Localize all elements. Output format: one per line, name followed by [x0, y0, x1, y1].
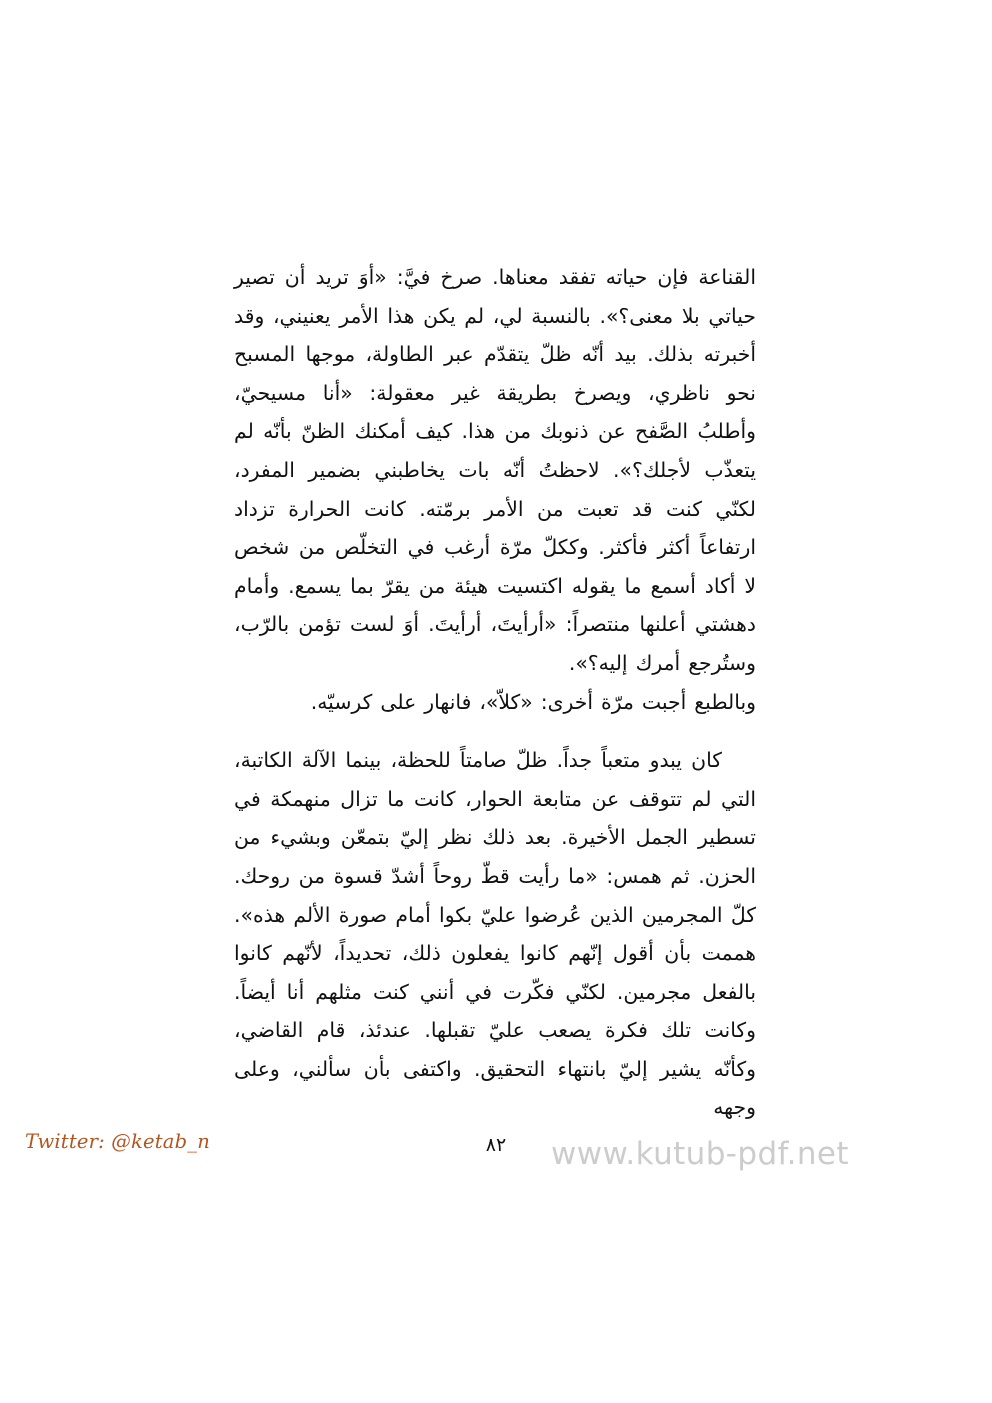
- page-footer: [0, 1122, 992, 1192]
- site-watermark: www.kutub-pdf.net: [551, 1136, 849, 1172]
- paragraph-text: كان يبدو متعباً جداً. ظلّ صامتاً للحظة، بينما الآلة الكاتبة، التي لم تتوقف عن متابعة الحوار، كانت ما تزال منهمكة في تسطير الجمل الأخيرة. بعد ذلك نظر إليّ بتمعّن وبشيء من الحزن. ثم همس: «ما رأيت قطّ روحاً أشدّ قسوة من روحك. كلّ المجرمين الذين عُرضوا عليّ بكوا أمام صورة الألم هذه». هممت بأن أقول إنّهم كانوا يفعلون ذلك، تحديداً، لأنّهم كانوا بالفعل مجرمين. لكنّي فكّرت في أنني كنت مثلهم أنا أيضاً. وكانت تلك فكرة يصعب عليّ تقبلها. عندئذ، قام القاضي، وكأنّه يشير إليّ بانتهاء التحقيق. واكتفى بأن سألني، وعلى وجهه: [234, 748, 756, 1120]
- body-paragraph: [234, 258, 756, 721]
- body-paragraph: [234, 741, 756, 1127]
- paragraph-text: القناعة فإن حياته تفقد معناها. صرخ فيَّ: «أوَ تريد أن تصير حياتي بلا معنى؟». بالنسبة لي، لم يكن هذا الأمر يعنيني، وقد أخبرته بذلك. بيد أنّه ظلّ يتقدّم عبر الطاولة، موجها المسبح نحو ناظري، ويصرخ بطريقة غير معقولة: «أنا مسيحيّ، وأطلبُ الصَّفح عن ذنوبك من هذا. كيف أمكنك الظنّ بأنّه لم يتعذّب لأجلك؟». لاحظتُ أنّه بات يخاطبني بضمير المفرد، لكنّي كنت قد تعبت من الأمر برمّته. كانت الحرارة تزداد ارتفاعاً أكثر فأكثر. وككلّ مرّة أرغب في التخلّص من شخص لا أكاد أسمع ما يقوله اكتسيت هيئة من يقرّ بما يسمع. وأمام دهشتي أعلنها منتصراً: «أرأيتَ، أرأيتَ. أوَ لست تؤمن بالرّب، وستُرجع أمرك إليه؟».: [234, 265, 756, 675]
- paragraph-tail-line: وبالطبع أجبت مرّة أخرى: «كلاّ»، فانهار على كرسيّه.: [310, 689, 756, 714]
- twitter-handle-credit: Twitter: @ketab_n: [24, 1130, 210, 1153]
- page-text-body: [234, 258, 756, 1127]
- page-number: ٨٢: [485, 1134, 507, 1156]
